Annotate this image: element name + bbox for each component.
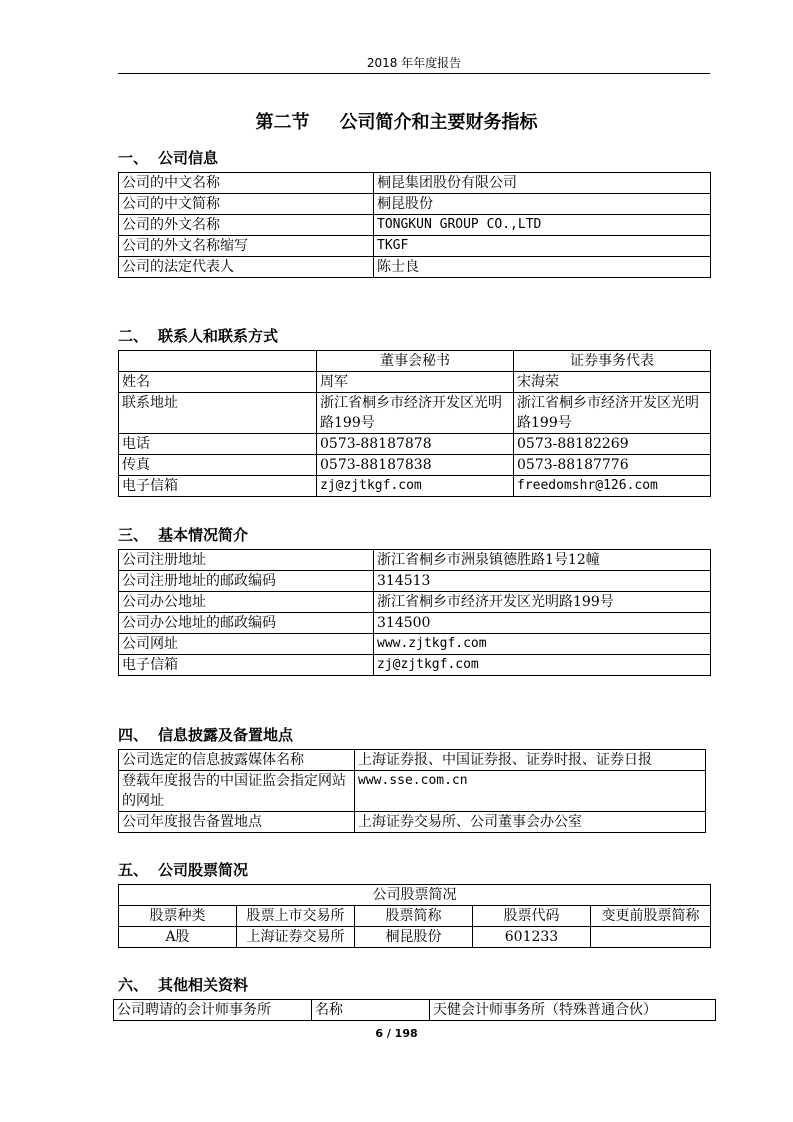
heading-contacts: 二、 联系人和联系方式: [118, 327, 279, 345]
heading-disclosure: 四、 信息披露及备置地点: [118, 726, 294, 744]
page-number: 6 / 198: [375, 1027, 418, 1040]
header-rule: [118, 73, 710, 74]
table-row: 公司网址 www.zjtkgf.com: [119, 634, 711, 655]
table-row: 公司的外文名称缩写 TKGF: [119, 236, 711, 257]
heading-other: 六、 其他相关资料: [118, 976, 249, 994]
table-row: 公司办公地址 浙江省桐乡市经济开发区光明路199号: [119, 592, 711, 613]
section-heading: 公司简介和主要财务指标: [339, 112, 538, 133]
heading-stock: 五、 公司股票简况: [118, 861, 249, 879]
table-row: 登载年度报告的中国证监会指定网站的网址 www.sse.com.cn: [119, 771, 706, 812]
table-row: 公司的法定代表人 陈士良: [119, 257, 711, 278]
table-row: A股 上海证券交易所 桐昆股份 601233: [119, 927, 711, 948]
table-row: 公司的中文简称 桐昆股份: [119, 194, 711, 215]
other-info-table: [113, 999, 716, 1021]
table-row: 公司的中文名称 桐昆集团股份有限公司: [119, 173, 711, 194]
stock-table: [118, 884, 711, 948]
table-row: 联系地址 浙江省桐乡市经济开发区光明路199号 浙江省桐乡市经济开发区光明路199号: [119, 393, 711, 434]
contacts-table: [118, 350, 711, 497]
table-row: 公司办公地址的邮政编码 314500: [119, 613, 711, 634]
table-row: 公司注册地址 浙江省桐乡市洲泉镇德胜路1号12幢: [119, 550, 711, 571]
table-row: 电子信箱 zj@zjtkgf.com freedomshr@126.com: [119, 476, 711, 497]
table-row: 公司的外文名称 TONGKUN GROUP CO.,LTD: [119, 215, 711, 236]
table-row: 公司选定的信息披露媒体名称 上海证券报、中国证券报、证券时报、证券日报: [119, 750, 706, 771]
basic-info-table: [118, 549, 711, 676]
disclosure-table: [118, 749, 706, 833]
table-row: 传真 0573-88187838 0573-88187776: [119, 455, 711, 476]
company-info-table: [118, 172, 711, 278]
table-row: 姓名 周军 宋海荣: [119, 372, 711, 393]
section-number: 第二节: [255, 112, 310, 133]
table-row: 电话 0573-88187878 0573-88182269: [119, 434, 711, 455]
section-title: [0, 112, 793, 134]
table-header-row: 股票种类 股票上市交易所 股票简称 股票代码 变更前股票简称: [119, 906, 711, 927]
table-row: 电子信箱 zj@zjtkgf.com: [119, 655, 711, 676]
table-header-row: 董事会秘书 证券事务代表: [119, 351, 711, 372]
heading-company-info: 一、 公司信息: [118, 149, 219, 167]
table-row: 公司聘请的会计师事务所 名称 天健会计师事务所（特殊普通合伙）: [114, 1000, 716, 1021]
table-row: 公司年度报告备置地点 上海证券交易所、公司董事会办公室: [119, 812, 706, 833]
page-header: 2018 年年度报告: [366, 56, 462, 70]
table-title-row: 公司股票简况: [119, 885, 711, 906]
table-row: 公司注册地址的邮政编码 314513: [119, 571, 711, 592]
heading-basic-info: 三、 基本情况简介: [118, 526, 249, 544]
